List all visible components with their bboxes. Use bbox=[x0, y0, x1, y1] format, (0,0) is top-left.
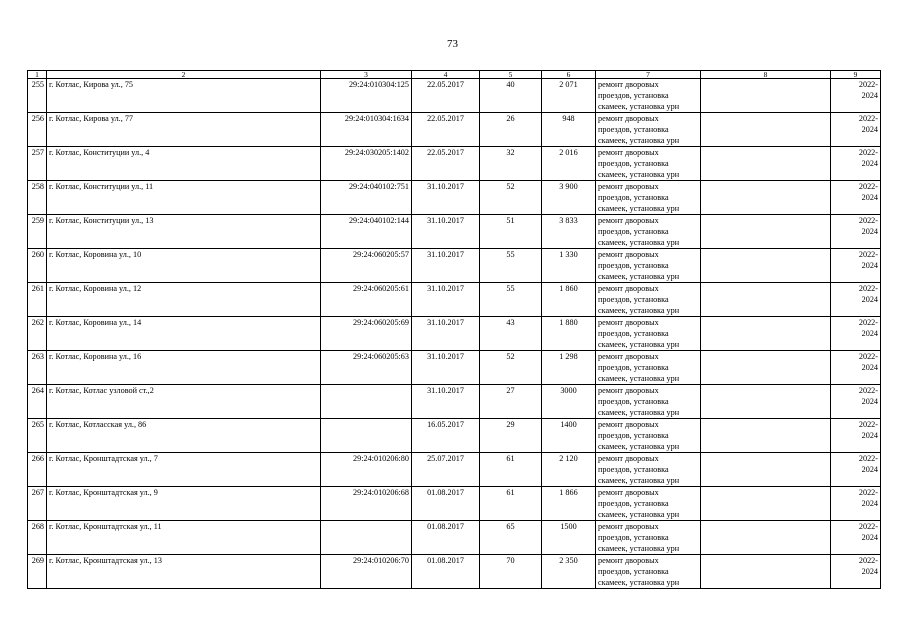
address-cell: г. Котлас, Котласcкая ул., 86 bbox=[47, 419, 321, 453]
count-cell: 27 bbox=[480, 385, 542, 419]
date-cell: 31.10.2017 bbox=[412, 283, 480, 317]
period-cell: 2022- 2024 bbox=[831, 385, 881, 419]
cadastral-number-cell bbox=[321, 419, 412, 453]
period-cell: 2022- 2024 bbox=[831, 521, 881, 555]
note-cell bbox=[701, 453, 831, 487]
count-cell: 26 bbox=[480, 113, 542, 147]
work-type-cell: ремонт дворовых проездов, установка скамеек, установка урн bbox=[596, 487, 701, 521]
date-cell: 01.08.2017 bbox=[412, 555, 480, 589]
date-cell: 22.05.2017 bbox=[412, 147, 480, 181]
address-cell: г. Котлас, Кирова ул., 75 bbox=[47, 79, 321, 113]
note-cell bbox=[701, 79, 831, 113]
note-cell bbox=[701, 283, 831, 317]
table-row bbox=[28, 283, 881, 317]
row-number: 263 bbox=[28, 351, 47, 385]
table-row bbox=[28, 317, 881, 351]
cadastral-number-cell: 29:24:060205:57 bbox=[321, 249, 412, 283]
date-cell: 16.05.2017 bbox=[412, 419, 480, 453]
cadastral-number-cell: 29:24:060205:63 bbox=[321, 351, 412, 385]
table-row bbox=[28, 487, 881, 521]
table-row bbox=[28, 453, 881, 487]
table-row bbox=[28, 555, 881, 589]
address-cell: г. Котлас, Кронштадтская ул., 7 bbox=[47, 453, 321, 487]
table-row bbox=[28, 181, 881, 215]
row-number: 268 bbox=[28, 521, 47, 555]
date-cell: 22.05.2017 bbox=[412, 79, 480, 113]
column-header: 1 bbox=[28, 71, 47, 79]
cadastral-number-cell: 29:24:010206:80 bbox=[321, 453, 412, 487]
register-table bbox=[27, 70, 881, 589]
area-cell: 3 833 bbox=[542, 215, 596, 249]
table-row bbox=[28, 147, 881, 181]
cadastral-number-cell: 29:24:030205:1402 bbox=[321, 147, 412, 181]
count-cell: 61 bbox=[480, 487, 542, 521]
work-type-cell: ремонт дворовых проездов, установка скамеек, установка урн bbox=[596, 215, 701, 249]
row-number: 265 bbox=[28, 419, 47, 453]
period-cell: 2022- 2024 bbox=[831, 181, 881, 215]
area-cell: 1400 bbox=[542, 419, 596, 453]
area-cell: 1 860 bbox=[542, 283, 596, 317]
count-cell: 55 bbox=[480, 283, 542, 317]
area-cell: 2 350 bbox=[542, 555, 596, 589]
row-number: 267 bbox=[28, 487, 47, 521]
row-number: 262 bbox=[28, 317, 47, 351]
count-cell: 70 bbox=[480, 555, 542, 589]
count-cell: 65 bbox=[480, 521, 542, 555]
period-cell: 2022- 2024 bbox=[831, 555, 881, 589]
row-number: 255 bbox=[28, 79, 47, 113]
period-cell: 2022- 2024 bbox=[831, 79, 881, 113]
cadastral-number-cell: 29:24:060205:69 bbox=[321, 317, 412, 351]
row-number: 259 bbox=[28, 215, 47, 249]
count-cell: 51 bbox=[480, 215, 542, 249]
work-type-cell: ремонт дворовых проездов, установка скамеек, установка урн bbox=[596, 555, 701, 589]
work-type-cell: ремонт дворовых проездов, установка скамеек, установка урн bbox=[596, 283, 701, 317]
cadastral-number-cell bbox=[321, 385, 412, 419]
address-cell: г. Котлас, Конституции ул., 13 bbox=[47, 215, 321, 249]
note-cell bbox=[701, 181, 831, 215]
work-type-cell: ремонт дворовых проездов, установка скамеек, установка урн bbox=[596, 317, 701, 351]
address-cell: г. Котлас, Кронштадтская ул., 13 bbox=[47, 555, 321, 589]
note-cell bbox=[701, 419, 831, 453]
area-cell: 1 298 bbox=[542, 351, 596, 385]
note-cell bbox=[701, 555, 831, 589]
work-type-cell: ремонт дворовых проездов, установка скамеек, установка урн bbox=[596, 521, 701, 555]
row-number: 261 bbox=[28, 283, 47, 317]
count-cell: 52 bbox=[480, 181, 542, 215]
date-cell: 31.10.2017 bbox=[412, 351, 480, 385]
row-number: 258 bbox=[28, 181, 47, 215]
address-cell: г. Котлас, Коровина ул., 12 bbox=[47, 283, 321, 317]
address-cell: г. Котлас, Коровина ул., 14 bbox=[47, 317, 321, 351]
address-cell: г. Котлас, Конституции ул., 4 bbox=[47, 147, 321, 181]
area-cell: 2 071 bbox=[542, 79, 596, 113]
cadastral-number-cell: 29:24:010206:70 bbox=[321, 555, 412, 589]
address-cell: г. Котлас, Котлас узловой ст.,2 bbox=[47, 385, 321, 419]
area-cell: 2 016 bbox=[542, 147, 596, 181]
cadastral-number-cell bbox=[321, 521, 412, 555]
column-header: 6 bbox=[542, 71, 596, 79]
address-cell: г. Котлас, Коровина ул., 10 bbox=[47, 249, 321, 283]
date-cell: 01.08.2017 bbox=[412, 521, 480, 555]
work-type-cell: ремонт дворовых проездов, установка скамеек, установка урн bbox=[596, 351, 701, 385]
period-cell: 2022- 2024 bbox=[831, 215, 881, 249]
table-row bbox=[28, 113, 881, 147]
area-cell: 1500 bbox=[542, 521, 596, 555]
work-type-cell: ремонт дворовых проездов, установка скамеек, установка урн bbox=[596, 147, 701, 181]
count-cell: 29 bbox=[480, 419, 542, 453]
date-cell: 31.10.2017 bbox=[412, 317, 480, 351]
period-cell: 2022- 2024 bbox=[831, 453, 881, 487]
date-cell: 01.08.2017 bbox=[412, 487, 480, 521]
work-type-cell: ремонт дворовых проездов, установка скамеек, установка урн bbox=[596, 79, 701, 113]
cadastral-number-cell: 29:24:010304:1634 bbox=[321, 113, 412, 147]
table-row bbox=[28, 249, 881, 283]
cadastral-number-cell: 29:24:040102:144 bbox=[321, 215, 412, 249]
note-cell bbox=[701, 521, 831, 555]
count-cell: 43 bbox=[480, 317, 542, 351]
row-number: 269 bbox=[28, 555, 47, 589]
note-cell bbox=[701, 113, 831, 147]
row-number: 256 bbox=[28, 113, 47, 147]
period-cell: 2022- 2024 bbox=[831, 487, 881, 521]
area-cell: 1 866 bbox=[542, 487, 596, 521]
count-cell: 61 bbox=[480, 453, 542, 487]
row-number: 264 bbox=[28, 385, 47, 419]
period-cell: 2022- 2024 bbox=[831, 283, 881, 317]
date-cell: 22.05.2017 bbox=[412, 113, 480, 147]
date-cell: 25.07.2017 bbox=[412, 453, 480, 487]
row-number: 257 bbox=[28, 147, 47, 181]
count-cell: 40 bbox=[480, 79, 542, 113]
column-header: 8 bbox=[701, 71, 831, 79]
note-cell bbox=[701, 317, 831, 351]
table-row bbox=[28, 215, 881, 249]
column-header: 3 bbox=[321, 71, 412, 79]
table-row bbox=[28, 385, 881, 419]
period-cell: 2022- 2024 bbox=[831, 419, 881, 453]
column-header: 2 bbox=[47, 71, 321, 79]
area-cell: 3 900 bbox=[542, 181, 596, 215]
period-cell: 2022- 2024 bbox=[831, 351, 881, 385]
address-cell: г. Котлас, Кронштадтская ул., 9 bbox=[47, 487, 321, 521]
column-header: 7 bbox=[596, 71, 701, 79]
count-cell: 55 bbox=[480, 249, 542, 283]
work-type-cell: ремонт дворовых проездов, установка скамеек, установка урн bbox=[596, 385, 701, 419]
work-type-cell: ремонт дворовых проездов, установка скамеек, установка урн bbox=[596, 181, 701, 215]
work-type-cell: ремонт дворовых проездов, установка скамеек, установка урн bbox=[596, 249, 701, 283]
cadastral-number-cell: 29:24:010206:68 bbox=[321, 487, 412, 521]
note-cell bbox=[701, 351, 831, 385]
table-row bbox=[28, 79, 881, 113]
table-body bbox=[28, 71, 881, 589]
cadastral-number-cell: 29:24:040102:751 bbox=[321, 181, 412, 215]
address-cell: г. Котлас, Кронштадтская ул., 11 bbox=[47, 521, 321, 555]
row-number: 260 bbox=[28, 249, 47, 283]
address-cell: г. Котлас, Коровина ул., 16 bbox=[47, 351, 321, 385]
count-cell: 32 bbox=[480, 147, 542, 181]
address-cell: г. Котлас, Конституции ул., 11 bbox=[47, 181, 321, 215]
date-cell: 31.10.2017 bbox=[412, 385, 480, 419]
work-type-cell: ремонт дворовых проездов, установка скамеек, установка урн bbox=[596, 419, 701, 453]
area-cell: 948 bbox=[542, 113, 596, 147]
work-type-cell: ремонт дворовых проездов, установка скамеек, установка урн bbox=[596, 453, 701, 487]
note-cell bbox=[701, 249, 831, 283]
row-number: 266 bbox=[28, 453, 47, 487]
column-header: 4 bbox=[412, 71, 480, 79]
area-cell: 3000 bbox=[542, 385, 596, 419]
period-cell: 2022- 2024 bbox=[831, 147, 881, 181]
table-row bbox=[28, 351, 881, 385]
note-cell bbox=[701, 487, 831, 521]
count-cell: 52 bbox=[480, 351, 542, 385]
table-row bbox=[28, 419, 881, 453]
address-cell: г. Котлас, Кирова ул., 77 bbox=[47, 113, 321, 147]
note-cell bbox=[701, 215, 831, 249]
area-cell: 2 120 bbox=[542, 453, 596, 487]
note-cell bbox=[701, 385, 831, 419]
date-cell: 31.10.2017 bbox=[412, 215, 480, 249]
table-row bbox=[28, 521, 881, 555]
date-cell: 31.10.2017 bbox=[412, 249, 480, 283]
column-header: 9 bbox=[831, 71, 881, 79]
work-type-cell: ремонт дворовых проездов, установка скамеек, установка урн bbox=[596, 113, 701, 147]
cadastral-number-cell: 29:24:060205:61 bbox=[321, 283, 412, 317]
cadastral-number-cell: 29:24:010304:125 bbox=[321, 79, 412, 113]
area-cell: 1 880 bbox=[542, 317, 596, 351]
date-cell: 31.10.2017 bbox=[412, 181, 480, 215]
page-number: 73 bbox=[447, 38, 458, 50]
column-header: 5 bbox=[480, 71, 542, 79]
area-cell: 1 330 bbox=[542, 249, 596, 283]
period-cell: 2022- 2024 bbox=[831, 113, 881, 147]
period-cell: 2022- 2024 bbox=[831, 317, 881, 351]
note-cell bbox=[701, 147, 831, 181]
period-cell: 2022- 2024 bbox=[831, 249, 881, 283]
column-number-row bbox=[28, 71, 881, 79]
